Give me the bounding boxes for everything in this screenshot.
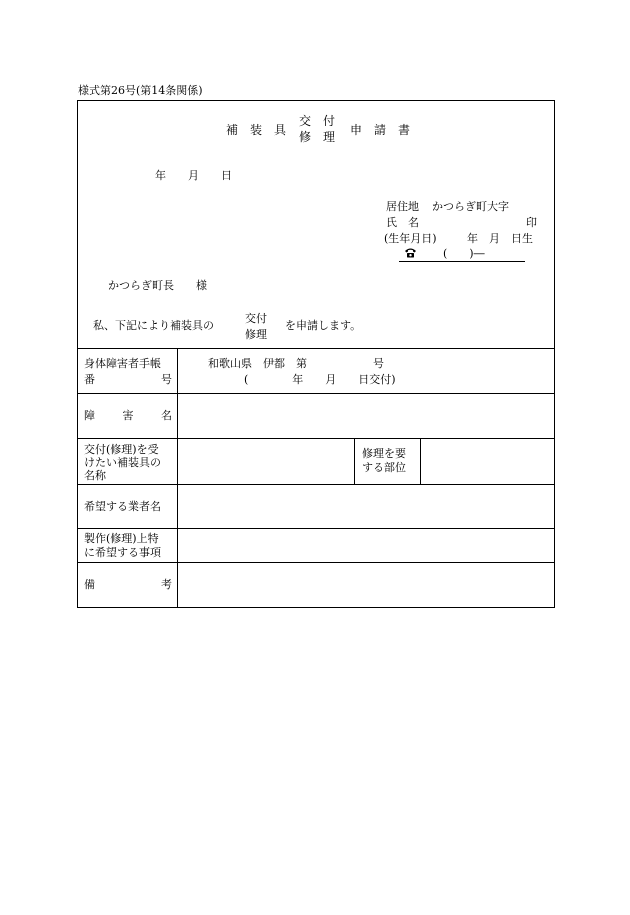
phone-icon	[404, 247, 417, 260]
row2-label-char: 名	[161, 409, 172, 422]
row-divider	[77, 528, 555, 529]
statement-options	[245, 311, 267, 343]
table-top-border	[77, 348, 555, 349]
row4-label: 希望する業者名	[84, 500, 161, 513]
title-part2: 申 請 書	[350, 123, 411, 137]
row2-label-char: 害	[122, 409, 134, 422]
row-divider	[77, 562, 555, 563]
row3-sub-label-line: する部位	[362, 461, 406, 474]
statement-option-repair: 修理	[245, 328, 267, 341]
row1-value-line2: ( 年 月 日交付)	[244, 373, 396, 386]
row5-label	[84, 532, 161, 560]
application-date: 年 月 日	[155, 169, 232, 182]
row6-label-char: 考	[161, 578, 172, 591]
row1-label-char: 番	[84, 373, 95, 386]
addressee: かつらぎ町長 様	[108, 279, 207, 292]
address-value: かつらぎ町大字	[432, 200, 509, 213]
title-option-repair: 修 理	[299, 130, 336, 144]
row6-label	[84, 579, 172, 590]
birth-value: 年 月 日生	[467, 232, 533, 245]
row5-label-line: 製作(修理)上特	[84, 532, 159, 545]
row5-label-line: に希望する事項	[84, 546, 161, 559]
row2-label	[84, 410, 172, 421]
label-column-divider	[177, 348, 178, 608]
repair-part-divider	[354, 438, 355, 484]
row2-label-char: 障	[84, 409, 95, 422]
name-label: 氏 名	[386, 216, 419, 229]
row3-sub-label	[362, 447, 406, 475]
row1-label-char: 号	[161, 373, 172, 386]
title-option-issue: 交 付	[299, 114, 336, 128]
row3-sub-label-line: 修理を要	[362, 447, 406, 460]
row3-label-line: けたい補装具の	[84, 456, 161, 469]
seal-mark: 印	[526, 216, 537, 229]
title-part1: 補 装 具	[226, 123, 287, 137]
row1-value-line1: 和歌山県 伊都 第 号	[208, 357, 384, 370]
row-divider	[77, 438, 555, 439]
row3-label	[84, 443, 161, 482]
phone-underline	[399, 261, 525, 262]
statement-option-issue: 交付	[245, 312, 267, 325]
row1-label-line2	[84, 374, 172, 385]
row1-label-line1: 身体障害者手帳	[84, 357, 161, 370]
row-divider	[77, 484, 555, 485]
row3-label-line: 名称	[84, 469, 106, 482]
address-label: 居住地	[386, 200, 419, 213]
statement-suffix: を申請します。	[285, 319, 362, 332]
repair-part-divider	[420, 438, 421, 484]
phone-line: ( )―	[443, 247, 485, 260]
phone-icon-glyph	[404, 247, 417, 258]
birth-label: (生年月日)	[384, 232, 437, 245]
title-options	[299, 113, 335, 145]
form-number: 様式第26号(第14条関係)	[78, 84, 203, 97]
row6-label-char: 備	[84, 578, 95, 591]
row1-label	[84, 358, 172, 385]
row3-label-line: 交付(修理)を受	[84, 443, 159, 456]
statement-prefix: 私、下記により補装具の	[93, 319, 214, 332]
row-divider	[77, 393, 555, 394]
